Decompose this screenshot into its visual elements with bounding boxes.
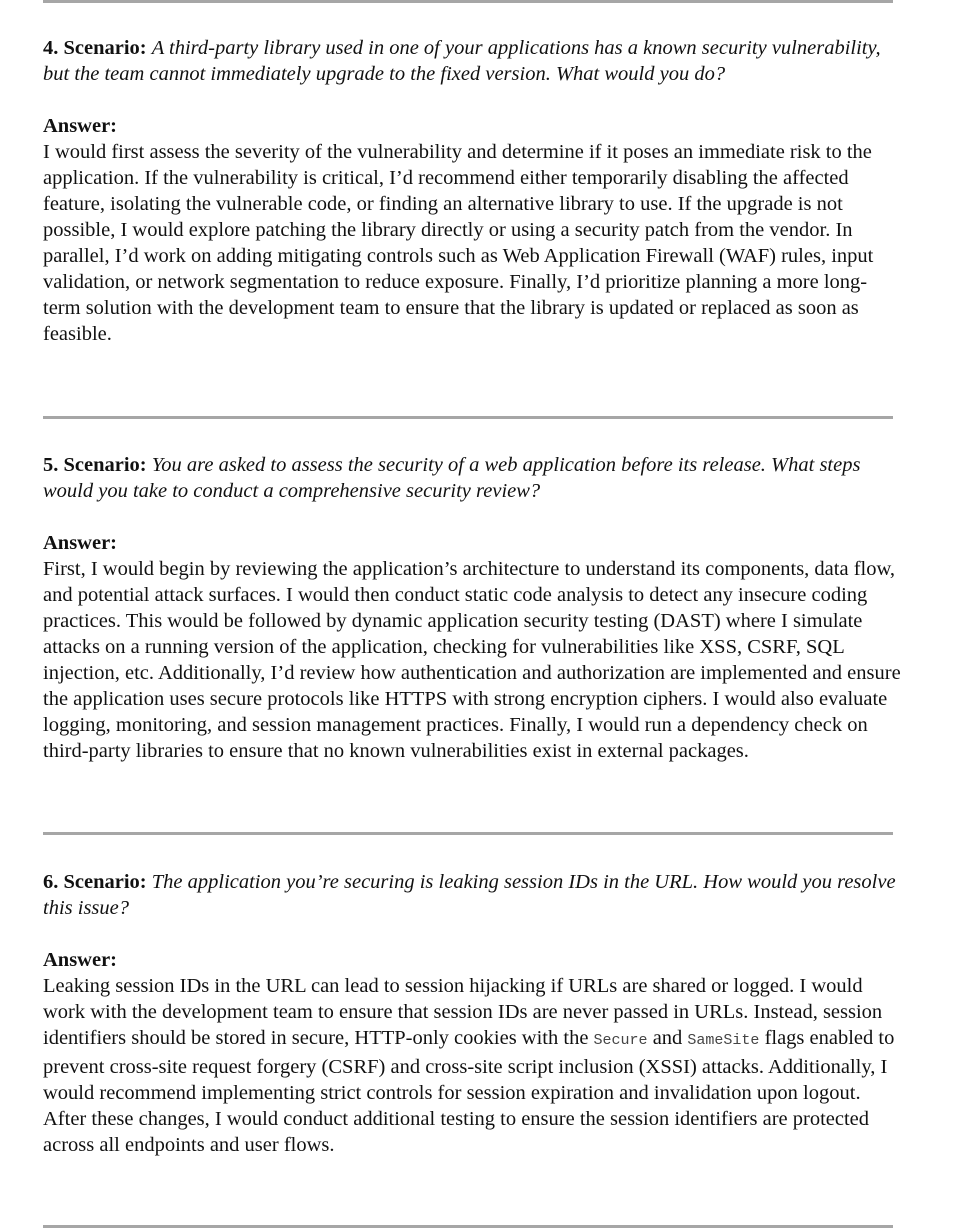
- divider-bottom: [43, 1225, 893, 1228]
- question-text: The application you’re securing is leaking session IDs in the URL. How would you resolve this issue?: [43, 871, 896, 919]
- question-text: You are asked to assess the security of a web application before its release. What steps would you take to conduct a comprehensive security review?: [43, 454, 861, 502]
- scenario-question: [43, 869, 903, 921]
- answer-heading: Answer:: [43, 115, 118, 137]
- inline-code-samesite: SameSite: [687, 1032, 760, 1049]
- divider-top: [43, 0, 893, 3]
- inline-code-secure: Secure: [593, 1032, 648, 1049]
- scenario-question: [43, 35, 903, 87]
- scenario-question: [43, 452, 903, 504]
- answer-text: [43, 973, 903, 1158]
- answer-text: I would first assess the severity of the vulnerability and determine if it poses an immediate risk to the application. If the vulnerability is critical, I’d recommend either temporarily disabling the affected feature, isolating the vulnerable code, or finding an alternative library to use. If the upgrade is not possible, I would explore patching the library directly or using a security patch from the vendor. In parallel, I’d work on adding mitigating controls such as Web Application Firewall (WAF) rules, input validation, or network segmentation to reduce exposure. Finally, I’d prioritize planning a more long-term solution with the development team to ensure that the library is updated or replaced as soon as feasible.: [43, 141, 874, 345]
- scenario-6: [43, 869, 903, 1158]
- answer-segment: flags enabled to prevent cross-site request forgery (CSRF) and cross-site script inclusion (XSSI) attacks. Additionally, I would recommend implementing strict controls for session expiration and invalidation upon logout. After these changes, I would conduct additional testing to ensure the session identifiers are protected across all endpoints and user flows.: [43, 1027, 895, 1156]
- divider: [43, 832, 893, 835]
- answer-text: First, I would begin by reviewing the application’s architecture to understand its components, data flow, and potential attack surfaces. I would then conduct static code analysis to detect any insecure coding practices. This would be followed by dynamic application security testing (DAST) where I simulate attacks on a running version of the application, checking for vulnerabilities like XSS, CSRF, SQL injection, etc. Additionally, I’d review how authentication and authorization are implemented and ensure the application uses secure protocols like HTTPS with strong encryption ciphers. I would also evaluate logging, monitoring, and session management practices. Finally, I would run a dependency check on third-party libraries to ensure that no known vulnerabilities exist in external packages.: [43, 558, 901, 762]
- scenario-4: [43, 35, 903, 347]
- question-text: A third-party library used in one of your applications has a known security vulnerability, but the team cannot immediately upgrade to the fixed version. What would you do?: [43, 37, 881, 85]
- answer-heading: Answer:: [43, 532, 118, 554]
- scenario-label: 6. Scenario:: [43, 871, 147, 893]
- scenario-label: 5. Scenario:: [43, 454, 147, 476]
- answer-heading: Answer:: [43, 949, 118, 971]
- answer-segment: and: [647, 1027, 688, 1049]
- scenario-label: 4. Scenario:: [43, 37, 147, 59]
- answer-segment: Leaking session IDs in the URL can lead to session hijacking if URLs are shared or logged. I would work with the development team to ensure that session IDs are never passed in URLs. Instead, session identifiers should be stored in secure, HTTP-only cookies with the: [43, 975, 883, 1049]
- divider: [43, 416, 893, 419]
- scenario-5: [43, 452, 903, 764]
